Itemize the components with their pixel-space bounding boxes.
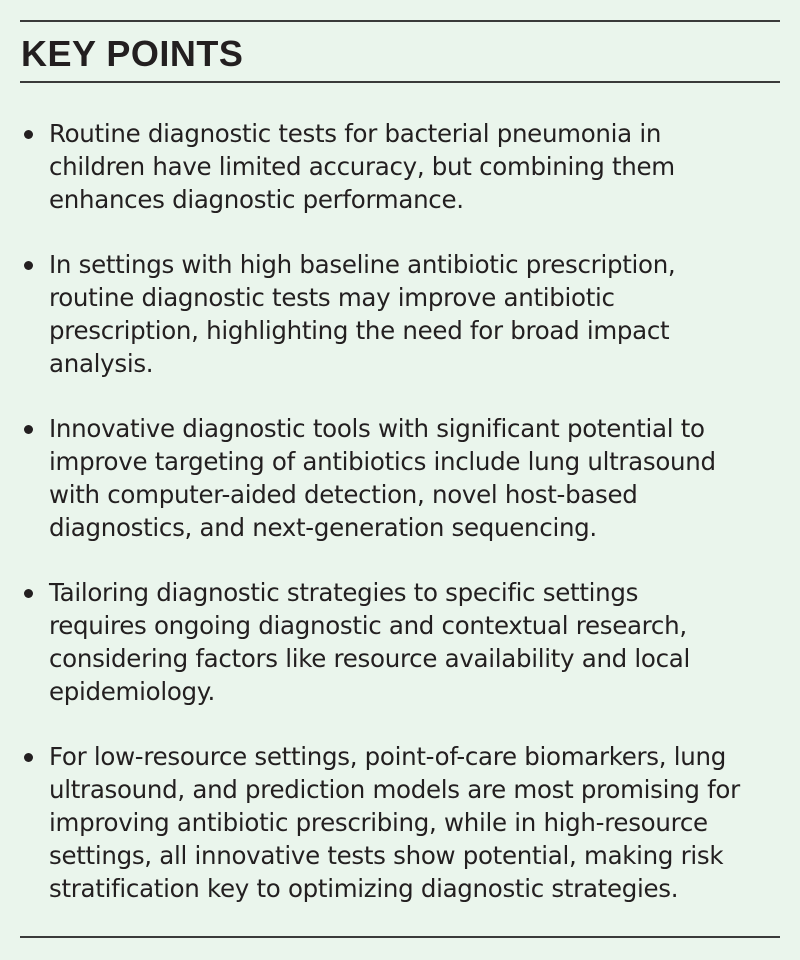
key-point-item bbox=[0, 248, 800, 380]
key-point-text-line: considering factors like resource availability and local bbox=[49, 644, 690, 673]
bullet-icon bbox=[24, 130, 33, 139]
key-point-item bbox=[0, 740, 800, 905]
bullet-icon bbox=[24, 261, 33, 270]
key-point-text-line: Routine diagnostic tests for bacterial pneumonia in bbox=[49, 119, 662, 148]
key-point-text-line: For low-resource settings, point-of-care biomarkers, lung bbox=[49, 742, 726, 771]
key-point-text-line: diagnostics, and next-generation sequencing. bbox=[49, 513, 597, 542]
key-point-text-line: stratification key to optimizing diagnostic strategies. bbox=[49, 874, 679, 903]
key-point-text-line: Tailoring diagnostic strategies to specific settings bbox=[49, 578, 639, 607]
bullet-icon bbox=[24, 589, 33, 598]
key-point-text-line: requires ongoing diagnostic and contextual research, bbox=[49, 611, 687, 640]
key-point-item bbox=[0, 576, 800, 708]
key-point-text-line: settings, all innovative tests show potential, making risk bbox=[49, 841, 724, 870]
title-rule bbox=[20, 81, 780, 83]
key-point-text-line: ultrasound, and prediction models are most promising for bbox=[49, 775, 740, 804]
key-point-text-line: In settings with high baseline antibiotic prescription, bbox=[49, 250, 676, 279]
bullet-icon bbox=[24, 425, 33, 434]
key-points-list bbox=[0, 117, 800, 937]
key-point-text-line: analysis. bbox=[49, 349, 154, 378]
key-point-item bbox=[0, 117, 800, 216]
key-point-text-line: prescription, highlighting the need for broad impact bbox=[49, 316, 670, 345]
bottom-rule bbox=[20, 936, 780, 938]
key-point-text-line: routine diagnostic tests may improve antibiotic bbox=[49, 283, 615, 312]
key-point-text-line: Innovative diagnostic tools with significant potential to bbox=[49, 414, 705, 443]
key-point-text-line: with computer-aided detection, novel host-based bbox=[49, 480, 638, 509]
bullet-icon bbox=[24, 753, 33, 762]
key-point-item bbox=[0, 412, 800, 544]
top-rule bbox=[20, 20, 780, 22]
key-point-text-line: epidemiology. bbox=[49, 677, 215, 706]
key-point-text-line: improve targeting of antibiotics include lung ultrasound bbox=[49, 447, 716, 476]
key-point-text-line: children have limited accuracy, but combining them bbox=[49, 152, 675, 181]
key-point-text-line: improving antibiotic prescribing, while in high-resource bbox=[49, 808, 708, 837]
page-title: KEY POINTS bbox=[21, 33, 244, 74]
key-point-text-line: enhances diagnostic performance. bbox=[49, 185, 464, 214]
